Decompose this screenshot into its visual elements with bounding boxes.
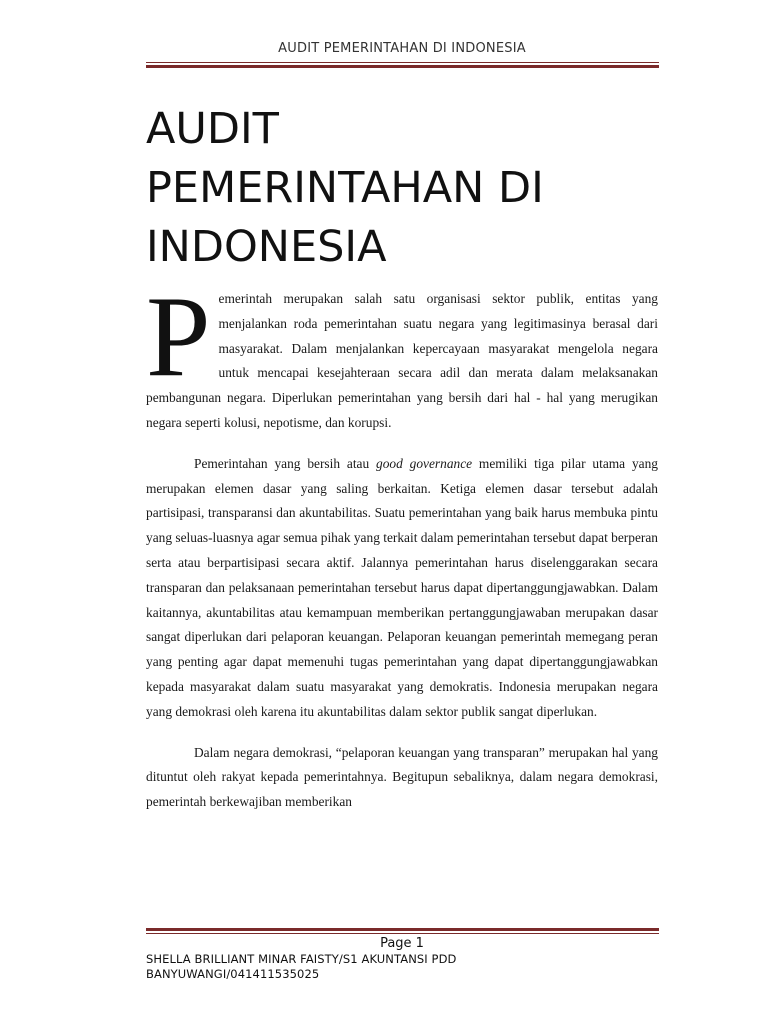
title-line-2: PEMERINTAHAN DI [146, 163, 544, 213]
document-title [146, 100, 666, 277]
footer-rule-top [146, 928, 659, 931]
header-rule-bottom [146, 65, 659, 68]
paragraph-3: Dalam negara demokrasi, “pelaporan keuangan yang transparan” merupakan hal yang dituntut oleh rakyat kepada pemerintahnya. Begitupun sebaliknya, dalam negara demokrasi, pemerintah berkewajiban memberikan [146, 744, 658, 810]
paragraph-2-italic: good governance [376, 455, 473, 471]
page-number: Page 1 [380, 936, 424, 951]
paragraph-1 [146, 287, 658, 436]
paragraph-2-text-b: memiliki tiga pilar utama yang merupakan elemen dasar yang saling berkaitan. Ketiga elemen dasar tersebut adalah partisipasi, transparansi dan akuntabilitas. Suatu pemerintahan yang baik harus membuka pintu yang seluas-luasnya agar semua pihak yang terkait dalam pemerintahan tersebut dapat berperan serta atau berpartisipasi secara aktif. Jalannya pemerintahan harus diselenggarakan secara transparan dan pelaksanaan pemerintahan tersebut harus dapat dipertanggungjawabkan. Dalam kaitannya, akuntabilitas atau kemampuan memberikan pertanggungjawaban merupakan dasar sangat diperlukan dari pelaporan keuangan. Pelaporan keuangan pemerintah memegang peran yang penting agar dapat memenuhi tugas pemerintahan yang dapat dipertanggungjawabkan kepada masyarakat dalam suatu masyarakat yang demokratis. Indonesia merupakan negara yang demokrasi oleh karena itu akuntabilitas dalam sektor publik sangat diperlukan. [146, 455, 658, 719]
body-text [146, 287, 658, 902]
footer-author-line-1: SHELLA BRILLIANT MINAR FAISTY/S1 AKUNTANSI PDD [146, 952, 457, 966]
title-line-1: AUDIT [146, 104, 279, 154]
header-rule-top [146, 62, 659, 63]
drop-cap: P [146, 287, 211, 401]
paragraph-2 [146, 452, 658, 725]
paragraph-1-text: emerintah merupakan salah satu organisasi sektor publik, entitas yang menjalankan roda pemerintahan suatu negara yang legitimasinya berasal dari masyarakat. Dalam menjalankan kepercayaan masyarakat mengelola negara untuk mencapai kesejahteraan secara adil dan merata dalam melaksanakan pembangunan negara. Diperlukan pemerintahan yang bersih dari hal - hal yang merugikan negara seperti kolusi, nepotisme, dan korupsi. [146, 291, 658, 430]
paragraph-2-text-a: Pemerintahan yang bersih atau [194, 455, 377, 471]
title-line-3: INDONESIA [146, 222, 387, 272]
footer-rule-bottom [146, 933, 659, 934]
running-header: AUDIT PEMERINTAHAN DI INDONESIA [278, 41, 526, 56]
footer-author-line-2: BANYUWANGI/041411535025 [146, 967, 320, 981]
footer-author [146, 952, 658, 982]
